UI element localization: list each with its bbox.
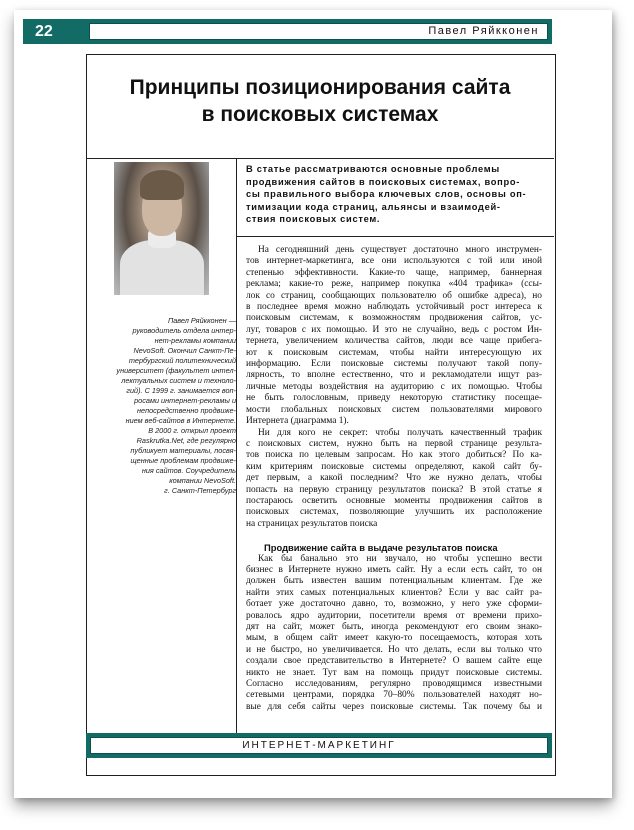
bio-line: публикует материалы, посвя- <box>130 446 236 455</box>
article-lead <box>246 163 542 226</box>
body-line: Интернета (диаграмма 1). <box>246 416 349 427</box>
body-line: реклама; какие-то реже, например покупка «404 трафика» (ссы- <box>246 279 542 290</box>
body-line: ют к поисковым системам, чтобы найти интересующую их <box>246 347 542 358</box>
body-line: Как бы банально это ни звучало, но чтобы успешно вести <box>258 553 542 564</box>
body-line: лок со страниц, сообщающих пользователю об ошибке адреса), но <box>246 290 542 301</box>
body-line: бизнес в Интернете нужно иметь сайт. Ну а если есть сайт, то он <box>246 564 542 575</box>
body-line: тернета, увеличением количества сайтов, люди все чаще прибега- <box>246 336 542 347</box>
body-line: луг, товаров с их помощью. И это не случайно, ведь с ростом Ин- <box>246 324 542 335</box>
body-line: мости глобальных поисковых систем пользователями мирового <box>246 404 542 415</box>
body-line: никто не знает. Тут вам на помощь придут поисковые системы. <box>246 667 542 678</box>
body-line: ким критериям поисковые системы определяют, какой сайт бу- <box>246 461 542 472</box>
lead-divider <box>236 236 554 237</box>
bio-line: щенные проблемам продвиже- <box>130 456 236 465</box>
photo-hair <box>140 170 184 200</box>
body-line: с поисковых систем, нужно быть на первой странице результа- <box>246 438 542 449</box>
header-inner <box>89 23 548 40</box>
title-line: Принципы позиционирования сайта <box>129 76 511 99</box>
photo-sweater <box>120 240 204 295</box>
author-photo <box>114 162 209 295</box>
bio-line: Павел Ряйкконен — <box>167 316 236 325</box>
lead-line: продвижения сайтов в поисковых системах, вопро- <box>246 176 520 187</box>
lead-line: В статье рассматриваются основные проблемы <box>246 164 500 174</box>
bio-line: Raskrutka.Net, где регулярно <box>136 436 236 445</box>
title-divider <box>86 158 554 159</box>
body-line: мым, в общем сайт имеет какую-то посещаемость, которая хоть <box>246 633 542 644</box>
body-line: в последнее время можно наблюдать устойчивый рост интереса к <box>246 302 542 313</box>
bio-line: гий). С 1999 г. занимается воп- <box>126 386 236 395</box>
bio-line: компании NevoSoft. <box>169 476 236 485</box>
lead-line: ствия поисковых систем. <box>246 214 381 225</box>
footer-section-label: ИНТЕРНЕТ-МАРКЕТИНГ <box>90 737 548 754</box>
author-bio <box>116 316 236 496</box>
bio-line: нет-рекламы компании <box>154 336 236 345</box>
bio-line: ния сайтов. Соучредитель <box>141 466 236 475</box>
body-line: дет первым, а какой последним? Что же нужно делать, чтобы <box>246 473 542 484</box>
body-line: найти этих самых потенциальных клиентов? Если у вас сайт ра- <box>246 587 542 598</box>
section-heading: Продвижение сайта в выдаче результатов поиска <box>264 542 498 554</box>
bio-line: г. Санкт-Петербург <box>164 486 236 495</box>
article-title <box>86 74 554 128</box>
article-body <box>246 245 542 713</box>
bio-line: лектуальных систем и техноло- <box>121 376 236 385</box>
body-line: Согласно исследованиям, регулярно проводящимся известными <box>246 679 542 690</box>
bio-line: тербургский политехнический <box>128 356 236 365</box>
lead-line: тимизации кода страниц, альянсы и взаимодей- <box>246 201 501 212</box>
bio-line: NevoSoft. Окончил Санкт-Пе- <box>133 346 236 355</box>
lead-line: сы правильного выбора ключевых слов, основы оп- <box>246 189 527 200</box>
body-line: и не быстро, но увеличивается. Но что делать, если вы только что <box>246 644 542 655</box>
bio-line: росами интернет-рекламы и <box>134 396 236 405</box>
bio-line: нием веб-сайтов в Интернете. <box>125 416 236 425</box>
body-line: личные методы воздействия на аудиторию с их помощью. Чтобы <box>246 381 542 392</box>
body-line: должен быть известен вашим потенциальным клиентам. Где же <box>246 576 542 587</box>
body-line: ботает уже достаточно давно, то, возможно, у него уже сформи- <box>246 599 542 610</box>
bio-line: В 2000 г. открыл проект <box>148 426 236 435</box>
body-line: лярность, то вполне естественно, что и рекламодатели ищут раз- <box>246 370 542 381</box>
body-line: На сегодняшний день существует достаточно много инструмен- <box>258 245 542 255</box>
body-line: создали свое представительство в Интернете? О вашем сайте еще <box>246 656 542 667</box>
body-paragraph <box>246 245 542 428</box>
body-line: постараюсь осветить основные моменты продвижения сайтов в <box>246 495 542 506</box>
body-line: поисковых системах, позволяющие улучшить их расположение <box>246 507 542 518</box>
running-author: Павел Ряйкконен <box>428 25 539 37</box>
body-line: дят на сайт, может быть, иногда рекомендуют его своим знако- <box>246 622 542 632</box>
body-line: попасть на первую страницу результатов поиска? В этой статье я <box>246 484 542 495</box>
footer-bar <box>86 733 552 758</box>
body-line: не быть голословным, приведу некоторую статистику посещае- <box>246 393 542 404</box>
body-line: на страницах результатов поиска <box>246 518 378 529</box>
bio-line: непосредственно продвиже- <box>137 406 236 415</box>
bio-line: руководитель отдела интер- <box>132 326 236 335</box>
body-line: поисковым системам, к возможностям продвижения сайтов, ус- <box>246 313 542 324</box>
page-number: 22 <box>23 19 85 44</box>
column-divider <box>236 158 237 733</box>
body-line: сетевыми центрами, порядка 70–80% пользователей находят но- <box>246 690 542 701</box>
title-line: в поисковых системах <box>201 103 439 126</box>
body-line: ровалось ядро аудитории, посетители время от времени прихо- <box>246 610 542 621</box>
body-line: вые для себя сайты через поисковые системы. Так почему бы и <box>246 701 542 712</box>
body-line: информацию. Если поисковые системы получают такой попу- <box>246 359 542 370</box>
body-line: Ни для кого не секрет: чтобы получать качественный трафик <box>258 427 542 438</box>
body-line: тов интернет-маркетинга, все они используются с той или иной <box>246 256 542 267</box>
body-line: степенью эффективности. Какие-то чаще, например, баннерная <box>246 267 542 278</box>
body-paragraph <box>246 428 542 531</box>
body-paragraph <box>246 554 542 714</box>
bio-line: университет (факультет интел- <box>116 366 236 375</box>
header-bar <box>85 19 552 44</box>
body-line: тов поиска по целевым запросам. Но как этого добиться? По ка- <box>246 450 542 461</box>
